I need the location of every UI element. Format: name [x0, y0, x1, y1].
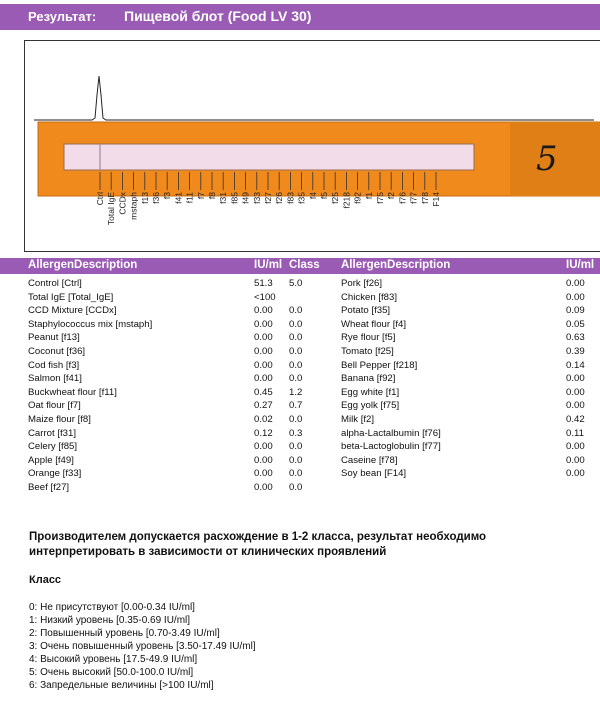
lane-label: f27 [263, 192, 273, 204]
iu-value: 0.00 [254, 332, 273, 344]
blot-strip-image [24, 40, 600, 252]
class-legend-item: 6: Запредельные величины [>100 IU/ml] [29, 680, 214, 691]
allergen-name: Banana [f92] [341, 373, 396, 385]
class-value: 0.0 [289, 414, 303, 425]
allergen-name: Carrot [f31] [28, 427, 76, 439]
allergen-name: Bell Pepper [f218] [341, 359, 418, 371]
right-col-allergen-header: AllergenDescription [341, 259, 451, 271]
lane-label: f85 [229, 192, 240, 204]
right-col-iu-header: IU/ml [566, 259, 595, 271]
class-value: 0.0 [289, 441, 303, 453]
lane-label: Total IgE [106, 192, 117, 226]
blot-profile-trace [34, 76, 594, 120]
allergen-name: Egg white [f1] [341, 386, 400, 398]
class-value: 0.0 [289, 305, 303, 317]
result-label: Результат: [28, 9, 97, 24]
allergen-name: Staphylococcus mix [mstaph] [28, 318, 153, 330]
allergen-name: Oat flour [f7] [28, 400, 81, 412]
class-value: 0.3 [289, 427, 303, 439]
class-value: 0.0 [289, 454, 303, 466]
iu-value: 0.00 [566, 278, 585, 289]
class-value: 1.2 [289, 386, 303, 398]
lane-label: f25 [330, 192, 341, 204]
class-value: 0.0 [289, 359, 303, 371]
iu-value: 0.27 [254, 400, 273, 412]
lane-label: Ctrl [95, 192, 105, 206]
iu-value: 0.00 [254, 482, 273, 493]
iu-value: 0.00 [566, 441, 585, 453]
table-row [0, 359, 600, 373]
iu-value: 0.00 [254, 359, 273, 371]
allergen-name: Buckwheat flour [f11] [28, 386, 117, 398]
table-row [0, 413, 600, 427]
class-value: 0.0 [289, 468, 303, 480]
table-row [0, 427, 600, 441]
result-title: Пищевой блот (Food LV 30) [124, 8, 312, 24]
lane-label: f36 [151, 192, 161, 204]
class-value: 0.0 [289, 373, 303, 385]
lane-label: f83 [285, 192, 296, 204]
iu-value: 0.00 [566, 454, 585, 466]
allergen-name: Caseine [f78] [341, 454, 398, 466]
allergen-name: Celery [f85] [28, 441, 78, 453]
class-legend-item: 4: Высокий уровень [17.5-49.9 IU/ml] [29, 654, 198, 665]
iu-value: 0.00 [566, 386, 585, 398]
lane-label: f31 [218, 192, 229, 204]
iu-value: 0.02 [254, 414, 273, 425]
table-row [0, 386, 600, 400]
allergen-name: Total IgE [Total_IgE] [28, 291, 114, 303]
allergen-name: Apple [f49] [28, 454, 74, 466]
lane-label: f218 [341, 192, 352, 209]
lane-label: f77 [408, 192, 419, 204]
class-legend-item: 5: Очень высокий [50.0-100.0 IU/ml] [29, 667, 194, 678]
iu-value: 0.00 [254, 373, 273, 385]
table-row [0, 454, 600, 468]
strip-window [64, 144, 474, 170]
allergen-name: Beef [f27] [28, 482, 70, 493]
allergen-name: beta-Lactoglobulin [f77] [341, 441, 441, 453]
table-row [0, 331, 600, 345]
lane-label: f33 [251, 192, 262, 204]
table-row [0, 291, 600, 305]
lane-label: f8 [207, 192, 217, 200]
allergen-name: Tomato [f25] [341, 346, 394, 357]
result-header [0, 4, 600, 30]
class-value: 0.0 [289, 318, 303, 330]
lane-label: f3 [162, 192, 173, 200]
iu-value: 0.12 [254, 427, 273, 439]
left-col-iu-header: IU/ml [254, 259, 283, 271]
allergen-name: Control [Ctrl] [28, 278, 82, 289]
class-value: 5.0 [289, 278, 303, 289]
table-row [0, 277, 600, 291]
table-row [0, 318, 600, 332]
class-value: 0.0 [289, 332, 303, 344]
lane-label: f7 [195, 192, 206, 200]
iu-value: 0.42 [566, 414, 585, 425]
lane-label: CCDx [117, 192, 128, 215]
table-row [0, 399, 600, 413]
lane-label: f1 [363, 192, 374, 200]
lane-label: f13 [139, 192, 150, 204]
lane-label: f76 [397, 192, 408, 204]
lane-label: f26 [274, 192, 285, 204]
table-row [0, 372, 600, 386]
iu-value: 0.39 [566, 346, 585, 357]
iu-value: 0.09 [566, 305, 585, 317]
iu-value: 0.00 [254, 318, 273, 330]
lane-label: f5 [319, 192, 329, 200]
iu-value: 0.00 [566, 468, 585, 480]
lane-label: f78 [419, 192, 430, 204]
iu-value: 0.00 [254, 346, 273, 357]
allergen-name: Pork [f26] [341, 278, 383, 289]
allergen-name: alpha-Lactalbumin [f76] [341, 427, 441, 439]
allergen-name: Cod fish [f3] [28, 359, 80, 371]
table-row [0, 481, 330, 495]
table-row [0, 345, 600, 359]
allergen-name: Egg yolk [f75] [341, 400, 400, 412]
iu-value: 0.00 [566, 373, 585, 385]
lane-label: f4 [307, 192, 318, 200]
iu-value: 0.11 [566, 427, 584, 439]
iu-value: 51.3 [254, 278, 273, 289]
lane-label: f49 [240, 192, 251, 204]
allergen-name: Orange [f33] [28, 468, 82, 480]
lane-label: f35 [296, 192, 307, 204]
iu-value: 0.00 [254, 468, 273, 480]
allergen-name: Soy bean [F14] [341, 468, 407, 480]
allergen-name: Peanut [f13] [28, 332, 80, 344]
class-legend-title: Класс [29, 574, 62, 586]
iu-value: 0.14 [566, 359, 585, 371]
handwritten-mark: 5 [536, 139, 558, 179]
class-value: 0.0 [289, 346, 303, 357]
lane-label: f41 [173, 192, 184, 204]
class-legend-item: 1: Низкий уровень [0.35-0.69 IU/ml] [29, 615, 191, 626]
iu-value: 0.05 [566, 318, 585, 330]
allergen-name: Coconut [f36] [28, 346, 86, 357]
class-legend-item: 2: Повышенный уровень [0.70-3.49 IU/ml] [29, 628, 220, 639]
table-row [0, 440, 600, 454]
allergen-name: Salmon [f41] [28, 373, 82, 385]
lane-label: f92 [352, 192, 363, 204]
allergen-name: Rye flour [f5] [341, 332, 396, 344]
iu-value: 0.00 [566, 291, 585, 303]
allergen-name: CCD Mixture [CCDx] [28, 305, 117, 317]
class-value: 0.0 [289, 482, 303, 493]
lane-label: f2 [386, 192, 397, 200]
iu-value: <100 [254, 291, 276, 303]
allergen-name: Chicken [f83] [341, 291, 397, 303]
interpretation-note: Производителем допускается расхождение в 1-2 класса, результат необходимо интерпретировать в зависимости от клинических проявлений [29, 531, 487, 558]
iu-value: 0.00 [254, 441, 273, 453]
class-legend-item: 0: Не присутствуют [0.00-0.34 IU/ml] [29, 602, 195, 613]
iu-value: 0.00 [254, 454, 273, 466]
iu-value: 0.45 [254, 386, 273, 398]
iu-value: 0.00 [254, 305, 273, 317]
iu-value: 0.00 [566, 400, 585, 412]
lane-label: f11 [184, 192, 195, 204]
allergen-name: Potato [f35] [341, 305, 391, 317]
allergen-name: Maize flour [f8] [28, 414, 91, 425]
lane-label: f75 [375, 192, 385, 204]
table-row [0, 467, 600, 481]
lane-label: F14 [431, 192, 441, 207]
class-value: 0.7 [289, 400, 303, 412]
allergen-name: Wheat flour [f4] [341, 318, 407, 330]
class-legend-item: 3: Очень повышенный уровень [3.50-17.49 IU/ml] [29, 641, 256, 652]
lane-label: mstaph [128, 192, 139, 220]
iu-value: 0.63 [566, 332, 585, 344]
left-col-allergen-header: AllergenDescription [28, 259, 138, 271]
allergen-name: Milk [f2] [341, 414, 375, 425]
table-row [0, 304, 600, 318]
left-col-class-header: Class [289, 259, 320, 271]
